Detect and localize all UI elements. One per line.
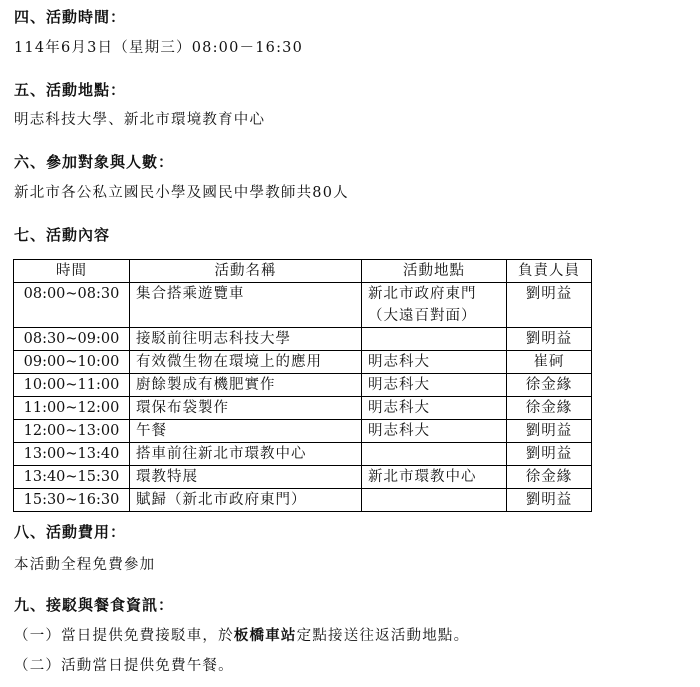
- section-6-body: 新北市各公私立國民小學及國民中學教師共80人: [14, 185, 349, 201]
- cell-location: 明志科大: [362, 351, 507, 374]
- section-9-title: 九、接駁與餐食資訊：: [14, 596, 175, 614]
- section-6-title: 六、參加對象與人數：: [14, 153, 175, 171]
- section-7-title: 七、活動內容: [14, 226, 111, 244]
- section-4-title: 四、活動時間：: [14, 8, 127, 26]
- cell-activity: 廚餘製成有機肥實作: [130, 374, 362, 397]
- cell-activity: 賦歸（新北市政府東門）: [130, 489, 362, 512]
- section-8-body: 本活動全程免費參加: [14, 557, 156, 573]
- cell-staff: 劉明益: [507, 420, 592, 443]
- table-row: [14, 397, 592, 420]
- cell-location: 明志科大: [362, 374, 507, 397]
- cell-staff: 劉明益: [507, 283, 592, 328]
- cell-location: 明志科大: [362, 420, 507, 443]
- item-1-station-name: 板橋車站: [233, 627, 297, 644]
- header-activity-name: 活動名稱: [130, 260, 362, 283]
- header-staff: 負責人員: [507, 260, 592, 283]
- cell-staff: 徐金緣: [507, 466, 592, 489]
- table-row: [14, 351, 592, 374]
- schedule-table: [13, 259, 592, 512]
- header-location: 活動地點: [362, 260, 507, 283]
- section-9-item-1: [14, 624, 469, 645]
- header-time: 時間: [14, 260, 130, 283]
- cell-location: [362, 489, 507, 512]
- cell-staff: 崔砢: [507, 351, 592, 374]
- table-row: [14, 374, 592, 397]
- cell-staff: 劉明益: [507, 328, 592, 351]
- item-1-text-after: 定點接送往返活動地點。: [296, 628, 470, 644]
- cell-activity: 午餐: [130, 420, 362, 443]
- cell-activity: 環教特展: [130, 466, 362, 489]
- table-row: [14, 466, 592, 489]
- section-9-item-2: （二）活動當日提供免費午餐。: [14, 658, 234, 674]
- cell-location: 新北市環教中心: [362, 466, 507, 489]
- cell-location-line2: （大遠百對面）: [368, 308, 477, 324]
- section-5-body: 明志科技大學、新北市環境教育中心: [14, 112, 266, 128]
- cell-location-line1: 新北市政府東門: [368, 286, 477, 302]
- cell-time: 10:00~11:00: [14, 374, 130, 397]
- cell-location: [362, 443, 507, 466]
- cell-activity: 集合搭乘遊覽車: [130, 283, 362, 328]
- table-header-row: [14, 260, 592, 283]
- cell-time: 12:00~13:00: [14, 420, 130, 443]
- cell-time: 11:00~12:00: [14, 397, 130, 420]
- cell-activity: 搭車前往新北市環教中心: [130, 443, 362, 466]
- cell-staff: 劉明益: [507, 489, 592, 512]
- cell-activity: 有效微生物在環境上的應用: [130, 351, 362, 374]
- cell-location: [362, 283, 507, 328]
- cell-time: 13:00~13:40: [14, 443, 130, 466]
- section-5-title: 五、活動地點：: [14, 81, 127, 99]
- section-8-title: 八、活動費用：: [14, 523, 127, 541]
- cell-activity: 接駁前往明志科技大學: [130, 328, 362, 351]
- table-row: [14, 283, 592, 328]
- cell-staff: 劉明益: [507, 443, 592, 466]
- cell-time: 15:30~16:30: [14, 489, 130, 512]
- cell-activity: 環保布袋製作: [130, 397, 362, 420]
- table-row: [14, 489, 592, 512]
- cell-time: 08:30~09:00: [14, 328, 130, 351]
- cell-staff: 徐金緣: [507, 374, 592, 397]
- table-row: [14, 328, 592, 351]
- cell-staff: 徐金緣: [507, 397, 592, 420]
- cell-location: 明志科大: [362, 397, 507, 420]
- cell-time: 13:40~15:30: [14, 466, 130, 489]
- section-4-body: 114年6月3日（星期三）08:00－16:30: [14, 40, 303, 56]
- cell-location: [362, 328, 507, 351]
- cell-time: 09:00~10:00: [14, 351, 130, 374]
- table-row: [14, 420, 592, 443]
- item-1-text-before: （一）當日提供免費接駁車，於: [14, 628, 234, 644]
- cell-time: 08:00~08:30: [14, 283, 130, 328]
- table-row: [14, 443, 592, 466]
